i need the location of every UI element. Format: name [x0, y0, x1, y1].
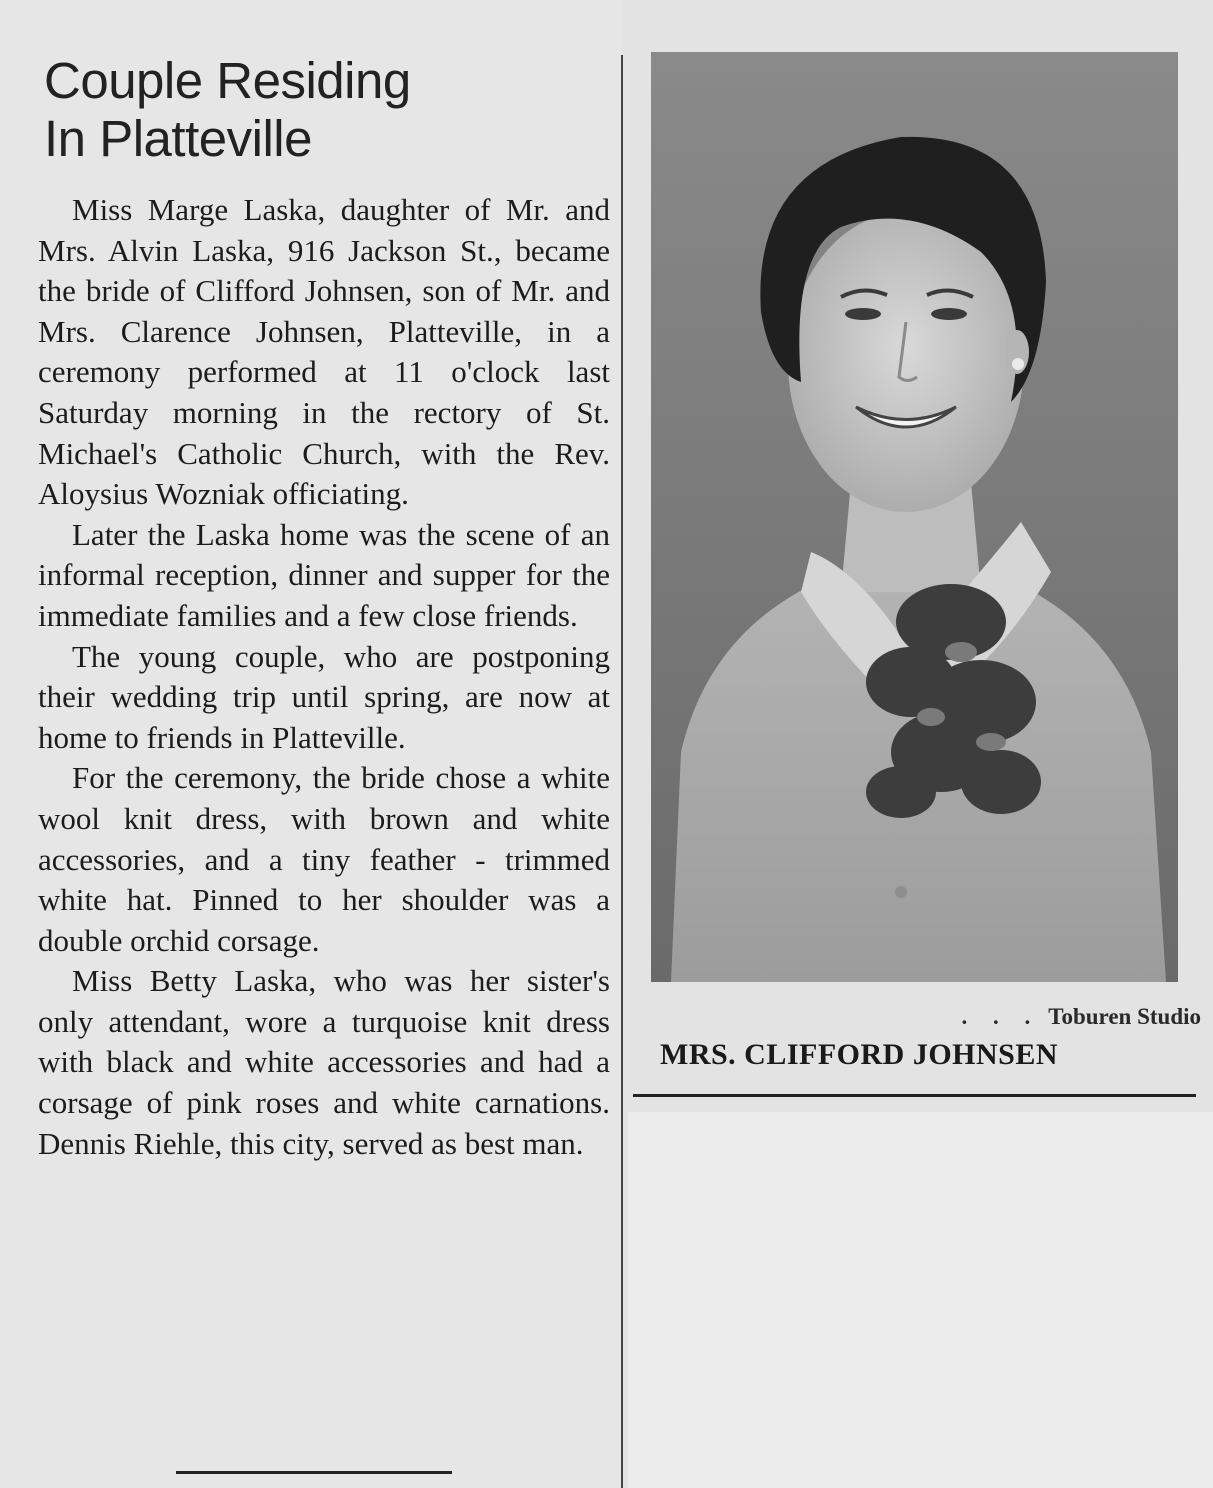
photo-credit-studio: Toburen Studio — [1048, 1004, 1201, 1029]
end-of-article-rule — [176, 1471, 452, 1474]
caption-rule — [633, 1094, 1196, 1097]
bride-portrait-photo — [651, 52, 1178, 982]
paragraph-at-home: The young couple, who are postponing their wedding trip until spring, are now at home to friends in Platteville. — [38, 638, 610, 755]
headline-line-1: Couple Residing — [44, 52, 411, 109]
blank-area — [628, 1112, 1213, 1488]
photo-caption: MRS. CLIFFORD JOHNSEN — [660, 1038, 1059, 1071]
headline-line-2: In Platteville — [44, 110, 312, 167]
photo-credit-ellipsis: . . . — [961, 1004, 1041, 1029]
article-body — [38, 190, 610, 1164]
photo-credit — [961, 1004, 1201, 1030]
paragraph-reception: Later the Laska home was the scene of an informal reception, dinner and supper for the immediate families and a few close friends. — [38, 516, 610, 633]
headline — [44, 52, 604, 168]
paragraph-bride-dress: For the ceremony, the bride chose a white wool knit dress, with brown and white accessories, and a tiny feather - trimmed white hat. Pinned to her shoulder was a double orchid corsage. — [38, 760, 610, 958]
paragraph-ceremony: Miss Marge Laska, daughter of Mr. and Mrs. Alvin Laska, 916 Jackson St., became the bride of Clifford Johnsen, son of Mr. and Mrs. Clarence Johnsen, Platteville, in a ceremony performed at 11 o'clock last Saturday morning in the rectory of St. Michael's Catholic Church, with the Rev. Aloysius Wozniak officiating. — [38, 192, 610, 512]
column-divider — [621, 55, 623, 1488]
paragraph-attendant: Miss Betty Laska, who was her sister's only attendant, wore a turquoise knit dress with black and white accessories and had a corsage of pink roses and white carnations. Dennis Riehle, this city, served as best man. — [38, 963, 610, 1161]
